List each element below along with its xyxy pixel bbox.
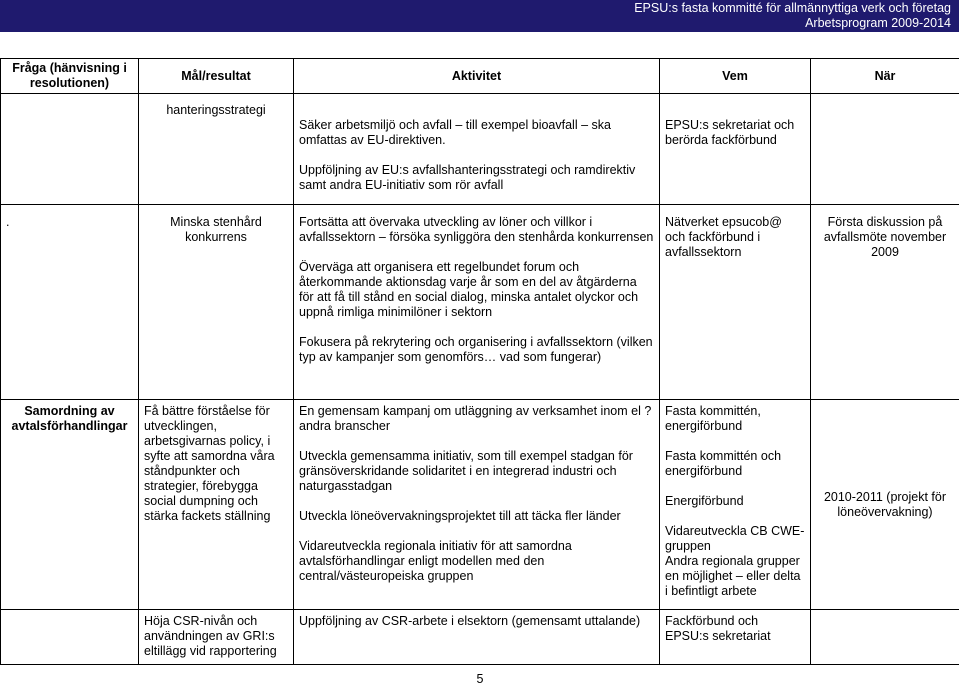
cell-fraga: . (1, 205, 139, 400)
column-header-vem: Vem (660, 59, 811, 94)
header-title: EPSU:s fasta kommitté för allmännyttiga verk och företag (634, 1, 951, 15)
responsible-item: Vidareutveckla CB CWE-gruppen (665, 524, 805, 553)
responsible-item: Fackförbund och EPSU:s sekretariat (665, 614, 771, 643)
activity-item: Säker arbetsmiljö och avfall – till exempel bioavfall – ska omfattas av EU-direktiven. (299, 118, 611, 147)
responsible-item: Nätverket epsucob@ och fackförbund i avfallssektorn (665, 215, 782, 259)
activity-item: Utveckla gemensamma initiativ, som till exempel stadgan för gränsöverskridande solidaritet i en integrerad industri och naturgasstadgan (299, 449, 633, 493)
cell-vem (660, 205, 811, 400)
activity-item: Överväga att organisera ett regelbundet forum och återkommande aktionsdag varje år som en del av åtgärderna för att få till stånd en social dialog, minska antalet olyckor och uppnå rimliga minimilöner i sektorn (299, 260, 639, 319)
header-subtitle: Arbetsprogram 2009-2014 (805, 16, 951, 30)
table-row (1, 94, 959, 205)
cell-nar: 2010-2011 (projekt för löneövervakning) (811, 400, 959, 610)
document-header-banner (0, 0, 959, 32)
activity-item: Utveckla löneövervakningsprojektet till att täcka fler länder (299, 509, 621, 523)
cell-aktivitet (294, 400, 660, 610)
cell-vem (660, 94, 811, 205)
activity-item: Fortsätta att övervaka utveckling av löner och villkor i avfallssektorn – försöka synliggöra den stenhårda konkurrensen (299, 215, 654, 244)
cell-fraga (1, 94, 139, 205)
cell-mal: Minska stenhård konkurrens (139, 205, 294, 400)
column-header-mal: Mål/resultat (139, 59, 294, 94)
cell-fraga (1, 610, 139, 665)
activity-item: Uppföljning av CSR-arbete i elsektorn (gemensamt uttalande) (299, 614, 641, 628)
cell-fraga: Samordning av avtalsförhandlingar (1, 400, 139, 610)
responsible-item: Energiförbund (665, 494, 744, 508)
responsible-item: Fasta kommittén, energiförbund (665, 404, 761, 433)
activity-item: En gemensam kampanj om utläggning av verksamhet inom el ? andra branscher (299, 404, 652, 433)
work-program-table (0, 58, 959, 665)
cell-mal: Höja CSR-nivån och användningen av GRI:s eltillägg vid rapportering (139, 610, 294, 665)
cell-aktivitet (294, 610, 660, 665)
cell-mal: Få bättre förståelse för utvecklingen, arbetsgivarnas policy, i syfte att samordna våra ståndpunkter och strategier, förebygga social dumpning och stärka fackets ställning (139, 400, 294, 610)
cell-aktivitet (294, 94, 660, 205)
page-number: 5 (476, 672, 484, 686)
column-header-fraga: Fråga (hänvisning i resolutionen) (1, 59, 139, 94)
table-row (1, 400, 959, 610)
table-row (1, 610, 959, 665)
activity-item: Uppföljning av EU:s avfallshanteringsstrategi och ramdirektiv samt andra EU-initiativ som rör avfall (299, 163, 636, 192)
cell-nar (811, 610, 959, 665)
responsible-item: Fasta kommittén och energiförbund (665, 449, 782, 478)
table-row (1, 205, 959, 400)
cell-nar (811, 94, 959, 205)
cell-vem (660, 610, 811, 665)
cell-nar: Första diskussion på avfallsmöte november 2009 (811, 205, 959, 400)
responsible-item: EPSU:s sekretariat och berörda fackförbund (665, 118, 795, 147)
table-header-row (1, 59, 959, 94)
cell-mal: hanteringsstrategi (139, 94, 294, 205)
activity-item: Vidareutveckla regionala initiativ för att samordna avtalsförhandlingar enligt modellen med den central/västeuropeiska gruppen (299, 539, 572, 583)
responsible-item: Andra regionala grupper en möjlighet – eller delta i befintligt arbete (665, 554, 801, 598)
column-header-nar: När (811, 59, 959, 94)
activity-item: Fokusera på rekrytering och organisering i avfallssektorn (vilken typ av kampanjer som genomförs… vad som fungerar) (299, 335, 653, 364)
cell-aktivitet (294, 205, 660, 400)
cell-vem (660, 400, 811, 610)
column-header-aktivitet: Aktivitet (294, 59, 660, 94)
